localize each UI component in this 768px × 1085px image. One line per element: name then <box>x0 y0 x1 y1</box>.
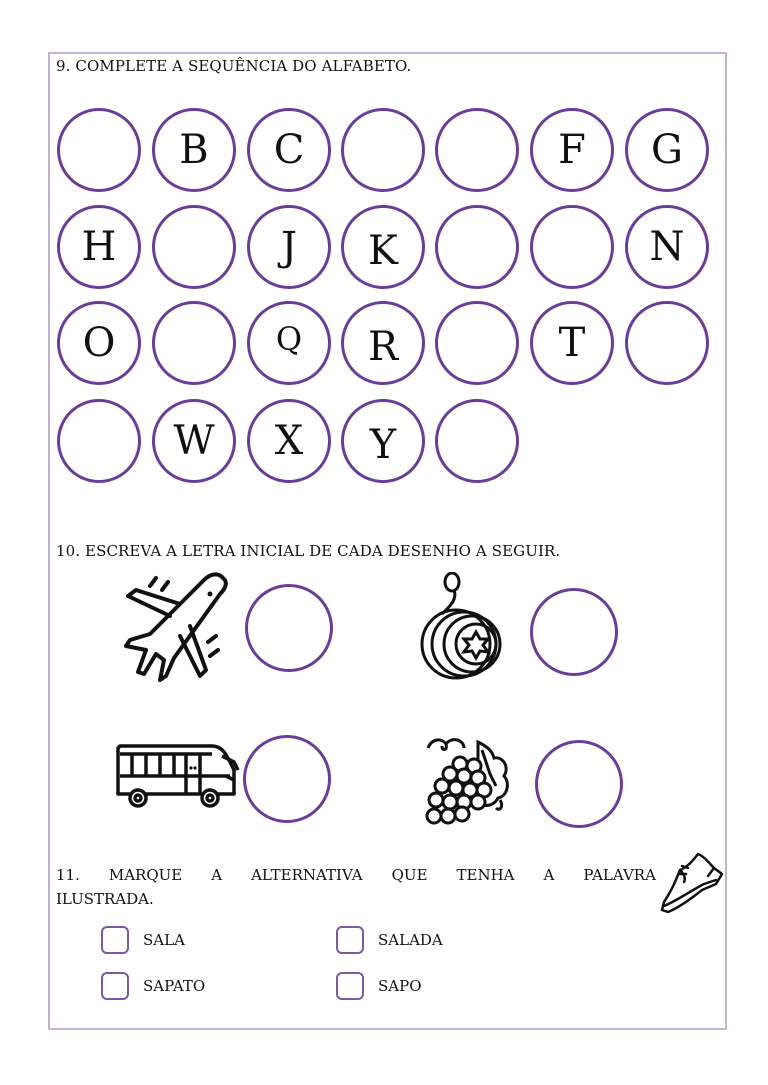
grapes-icon <box>420 736 520 834</box>
letter-circle[interactable] <box>152 399 236 483</box>
option-label: SALADA <box>378 931 443 949</box>
option-sapato[interactable] <box>101 972 205 1000</box>
option-sala[interactable] <box>101 926 185 954</box>
option-salada[interactable] <box>336 926 443 954</box>
letter-circle[interactable] <box>247 301 331 385</box>
answer-circle-yoyo[interactable] <box>530 588 618 676</box>
letter: J <box>280 224 298 270</box>
letter-circle[interactable] <box>152 301 236 385</box>
q11-word: A <box>543 866 555 884</box>
letter-circle[interactable] <box>435 205 519 289</box>
q11-word: MARQUE <box>108 866 183 884</box>
q11-word: QUE <box>391 866 428 884</box>
checkbox[interactable] <box>336 926 364 954</box>
checkbox[interactable] <box>336 972 364 1000</box>
answer-circle-airplane[interactable] <box>245 584 333 672</box>
letter-circle[interactable] <box>435 301 519 385</box>
answer-circle-grapes[interactable] <box>535 740 623 828</box>
q11-word: PALAVRA <box>583 866 656 884</box>
letter: N <box>649 224 685 270</box>
q11-word: 11. <box>56 866 80 884</box>
letter-circle[interactable] <box>341 301 425 385</box>
airplane-icon <box>120 570 230 682</box>
letter-circle[interactable] <box>435 399 519 483</box>
yoyo-icon <box>418 572 508 684</box>
letter: B <box>179 127 209 173</box>
checkbox[interactable] <box>101 926 129 954</box>
letter-circle[interactable] <box>625 301 709 385</box>
letter: G <box>651 127 683 173</box>
q9-title: 9. COMPLETE A SEQUÊNCIA DO ALFABETO. <box>56 57 412 75</box>
letter-circle[interactable] <box>530 301 614 385</box>
letter: F <box>558 127 586 173</box>
shoe-icon <box>658 850 724 916</box>
letter-circle[interactable] <box>341 205 425 289</box>
letter: R <box>367 324 399 370</box>
letter-circle[interactable] <box>625 205 709 289</box>
letter-circle[interactable] <box>247 399 331 483</box>
letter-circle[interactable] <box>247 108 331 192</box>
letter: T <box>558 320 586 366</box>
letter: K <box>368 228 398 274</box>
letter-circle[interactable] <box>57 399 141 483</box>
letter: C <box>273 127 305 173</box>
option-label: SAPO <box>378 977 422 995</box>
q11-title-line2: ILUSTRADA. <box>56 890 154 908</box>
letter-circle[interactable] <box>435 108 519 192</box>
q10-title: 10. ESCREVA A LETRA INICIAL DE CADA DESENHO A SEGUIR. <box>56 542 561 560</box>
letter: Y <box>369 422 397 468</box>
letter: H <box>81 224 117 270</box>
q11-word: ALTERNATIVA <box>251 866 363 884</box>
letter-circle[interactable] <box>57 301 141 385</box>
letter: X <box>274 418 304 464</box>
letter-circle[interactable] <box>341 108 425 192</box>
letter-circle[interactable] <box>530 205 614 289</box>
letter-circle[interactable] <box>152 108 236 192</box>
letter-circle[interactable] <box>57 108 141 192</box>
letter: W <box>173 418 215 464</box>
letter: Q <box>275 320 303 358</box>
letter: O <box>82 320 116 366</box>
bus-icon <box>114 740 240 810</box>
letter-circle[interactable] <box>57 205 141 289</box>
answer-circle-bus[interactable] <box>243 735 331 823</box>
checkbox[interactable] <box>101 972 129 1000</box>
option-label: SAPATO <box>143 977 206 995</box>
letter-circle[interactable] <box>152 205 236 289</box>
option-label: SALA <box>143 931 185 949</box>
letter-circle[interactable] <box>530 108 614 192</box>
letter-circle[interactable] <box>247 205 331 289</box>
q11-word: TENHA <box>456 866 515 884</box>
q11-title <box>56 866 656 884</box>
letter-circle[interactable] <box>341 399 425 483</box>
q11-word: A <box>211 866 223 884</box>
letter-circle[interactable] <box>625 108 709 192</box>
option-sapo[interactable] <box>336 972 422 1000</box>
